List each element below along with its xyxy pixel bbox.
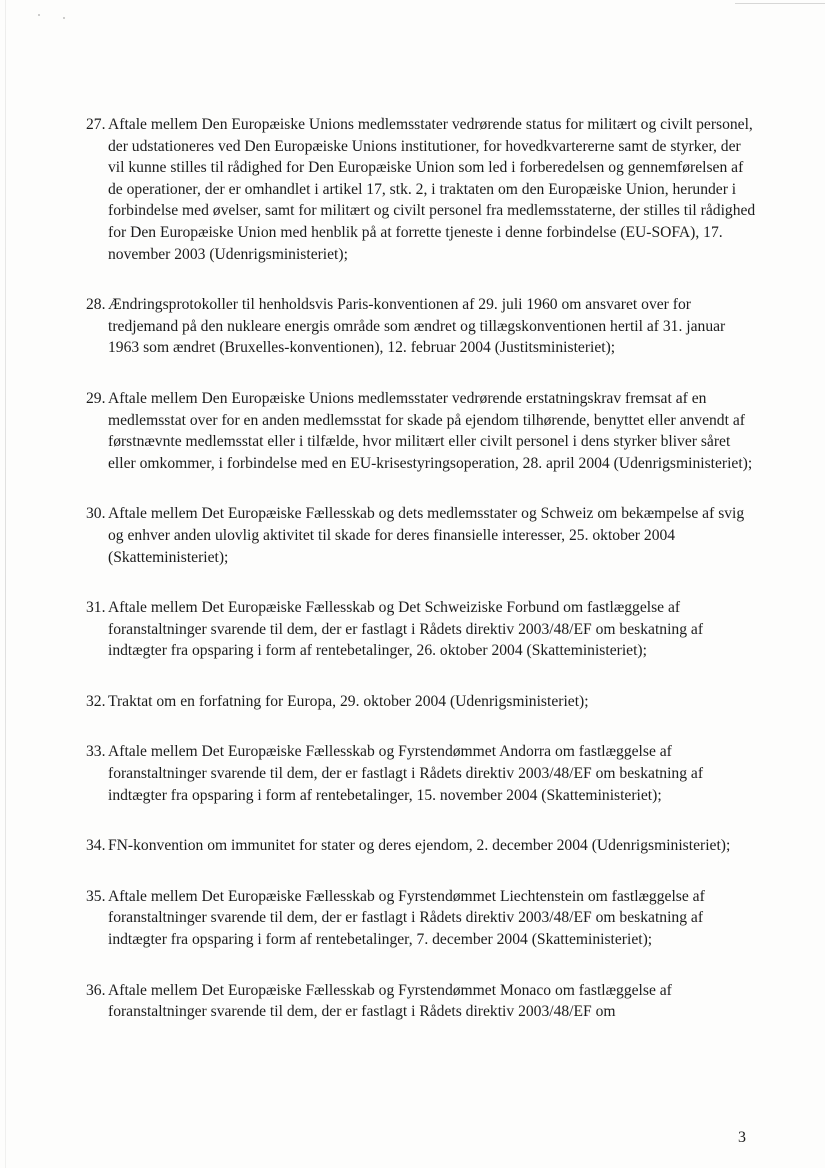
- item-text: Aftale mellem Det Europæiske Fællesskab og Det Schweiziske Forbund om fastlæggelse af foranstaltninger svarende til dem, der er fastlagt i Rådets direktiv 2003/48/EF om beskatning af indtægter fra opsparing i form af rentebetalinger, 26. oktober 2004 (Skatteministeriet);: [108, 599, 704, 660]
- item-text: Traktat om en forfatning for Europa, 29. oktober 2004 (Udenrigsministeriet);: [108, 692, 589, 710]
- scan-edge: [5, 0, 6, 1168]
- list-item: [86, 886, 756, 951]
- treaty-list: [86, 114, 756, 1052]
- item-number: 30.: [86, 505, 106, 523]
- item-text: Aftale mellem Det Europæiske Fællesskab og Fyrstendømmet Monaco om fastlæggelse af foranstaltninger svarende til dem, der er fastlagt i Rådets direktiv 2003/48/EF om: [108, 981, 672, 1021]
- item-number: 28.: [86, 296, 106, 314]
- item-text: Aftale mellem Den Europæiske Unions medlemsstater vedrørende erstatningskrav fremsat af en medlemsstat over for en anden medlemsstat for skade på ejendom tilhørende, benyttet eller anvendt af førstnævnte medlemsstat eller i tilfælde, hvor militært eller civilt personel i dens styrker bliver såret eller omkommer, i forbindelse med en EU-krisestyringsoperation, 28. april 2004 (Udenrigsministeriet);: [108, 389, 753, 472]
- item-text: Aftale mellem Det Europæiske Fællesskab og Fyrstendømmet Andorra om fastlæggelse af foranstaltninger svarende til dem, der er fastlagt i Rådets direktiv 2003/48/EF om beskatning af indtægter fra opsparing i form af rentebetalinger, 15. november 2004 (Skatteministeriet);: [108, 743, 704, 804]
- list-item: [86, 503, 756, 568]
- item-number: 27.: [86, 116, 106, 133]
- item-text: FN-konvention om immunitet for stater og deres ejendom, 2. december 2004 (Udenrigsministeriet);: [108, 837, 731, 855]
- item-number: 36.: [86, 981, 106, 999]
- item-number: 35.: [86, 887, 106, 905]
- item-text: Aftale mellem Den Europæiske Unions medlemsstater vedrørende status for militært og civilt personel, der udstationeres ved Den Europæiske Unions institutioner, for hovedkvartererne samt de styrker, der vil kunne stilles til rådighed for Den Europæiske Union som led i forberedelsen og gennemførelsen af de operationer, der er omhandlet i artikel 17, stk. 2, i traktaten om den Europæiske Union, herunder i forbindelse med øvelser, samt for militært og civilt personel fra medlemsstaterne, der stilles til rådighed for Den Europæiske Union med henblik på at forrette tjeneste i denne forbindelse (EU-SOFA), 17. november 2003 (Udenrigsministeriet);: [108, 116, 756, 263]
- item-text: Aftale mellem Det Europæiske Fællesskab og dets medlemsstater og Schweiz om bekæmpelse af svig og enhver anden ulovlig aktivitet til skade for deres finansielle interesser, 25. oktober 2004 (Skatteministeriet);: [108, 505, 745, 566]
- item-number: 32.: [86, 692, 106, 710]
- list-item: [86, 114, 756, 265]
- list-item: [86, 597, 756, 662]
- item-text: Ændringsprotokoller til henholdsvis Paris-konventionen af 29. juli 1960 om ansvaret over for tredjemand på den nukleare energis område som ændret og tillægskonventionen hertil af 31. januar 1963 som ændret (Bruxelles-konventionen), 12. februar 2004 (Justitsministeriet);: [108, 296, 726, 357]
- item-number: 34.: [86, 837, 106, 855]
- scan-edge: [735, 3, 825, 4]
- item-text: Aftale mellem Det Europæiske Fællesskab og Fyrstendømmet Liechtenstein om fastlæggelse af foranstaltninger svarende til dem, der er fastlagt i Rådets direktiv 2003/48/EF om beskatning af indtægter fra opsparing i form af rentebetalinger, 7. december 2004 (Skatteministeriet);: [108, 887, 705, 949]
- item-number: 31.: [86, 599, 106, 617]
- scan-speck: [38, 14, 40, 16]
- item-number: 33.: [86, 743, 106, 761]
- list-item: [86, 835, 756, 857]
- list-item: [86, 294, 756, 359]
- list-item: [86, 388, 756, 474]
- list-item: [86, 980, 756, 1023]
- list-item: [86, 741, 756, 806]
- page-number: 3: [738, 1129, 746, 1146]
- item-number: 29.: [86, 389, 106, 407]
- scan-speck: [63, 17, 65, 19]
- list-item: [86, 691, 756, 713]
